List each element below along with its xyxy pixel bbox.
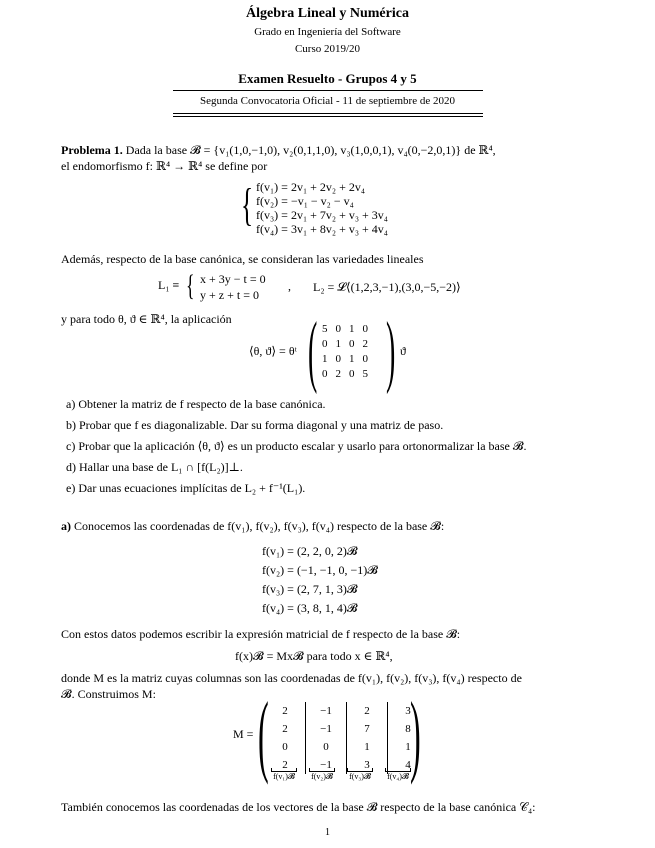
f-def-1: f(v₁) = 2v₁ + 2v₂ + 2v₄ <box>256 180 366 194</box>
solution-a-text: Conocemos las coordenadas de f(v₁), f(v₂), f(v₃), f(v₄) respecto de la base 𝓑: <box>74 519 445 533</box>
L1-label: L₁ ≡ <box>158 278 180 292</box>
solution-a-label: a) <box>61 519 71 533</box>
problem-intro-text: Dada la base 𝓑 = {v₁(1,0,−1,0), v₂(0,1,1,0), v₃(1,0,0,1), v₄(0,−2,0,1)} de ℝ⁴, <box>125 143 496 157</box>
matrix-M-row <box>265 720 428 738</box>
matrix-M-cell: 2 <box>282 759 288 771</box>
matrix-M-row <box>265 738 428 756</box>
matrix-M-cell: 4 <box>388 756 429 774</box>
column-label-text: f(v₄)𝓑 <box>387 772 409 781</box>
matrix-M-row <box>265 702 428 720</box>
application-rhs: ϑ <box>400 344 406 358</box>
where-line1: donde M es la matriz cuyas columnas son las coordenadas de f(v₁), f(v₂), f(v₃), f(v₄) respecto de <box>61 671 522 685</box>
application-matrix-cell: 0 <box>349 338 355 350</box>
application-matrix-row <box>318 337 372 352</box>
matrix-M-cell: 2 <box>282 723 288 735</box>
M-label: M = <box>233 727 254 741</box>
application-matrix-cell: 1 <box>335 338 341 350</box>
problem-label: Problema 1. <box>61 143 123 157</box>
matrix-M-cell: 2 <box>347 702 388 720</box>
application-matrix-cell: 2 <box>362 338 368 350</box>
coord-f-v1: f(v₁) = (2, 2, 0, 2)𝓑 <box>262 544 358 558</box>
solution-a-intro <box>61 518 601 534</box>
left-brace: { <box>241 179 254 230</box>
problem-intro-line1 <box>61 142 601 158</box>
f-def-3: f(v₃) = 2v₁ + 7v₂ + v₃ + 3v₄ <box>256 208 388 222</box>
application-matrix-cell: 0 <box>322 338 328 350</box>
exam-session: Segunda Convocatoria Oficial - 11 de septiembre de 2020 <box>200 95 455 107</box>
application-matrix-row <box>318 367 372 382</box>
application-matrix <box>318 322 372 382</box>
matrix-M-cell: −1 <box>306 720 347 738</box>
coord-f-v3: f(v₃) = (2, 7, 1, 3)𝓑 <box>262 582 358 596</box>
matrix-M-cell: 2 <box>282 705 288 717</box>
f-definition-system <box>256 180 388 236</box>
varieties-intro: Además, respecto de la base canónica, se consideran las variedades lineales <box>61 252 424 266</box>
document-title: Álgebra Lineal y Numérica <box>246 6 409 21</box>
question-e: e) Dar unas ecuaciones implícitas de L₂ + f⁻¹(L₁). <box>66 481 306 495</box>
column-label <box>379 768 417 782</box>
matrix-M-cell: 0 <box>282 741 288 753</box>
application-matrix-row <box>318 352 372 367</box>
application-matrix-cell: 5 <box>362 368 368 380</box>
matrix-M-cell: −1 <box>306 756 347 774</box>
final-sentence: También conocemos las coordenadas de los vectores de la base 𝓑 respecto de la base canónica 𝒞₄: <box>61 800 536 814</box>
application-matrix-cell: 1 <box>349 353 355 365</box>
application-matrix-cell: 0 <box>335 353 341 365</box>
column-label-text: f(v₃)𝓑 <box>349 772 371 781</box>
exam-title: Examen Resuelto - Grupos 4 y 5 <box>238 71 417 86</box>
coord-f-v2: f(v₂) = (−1, −1, 0, −1)𝓑 <box>262 563 378 577</box>
matrix-paren-left: ( <box>308 307 318 395</box>
course-year: Curso 2019/20 <box>294 43 361 55</box>
L1-brace: { <box>186 269 195 302</box>
question-d: d) Hallar una base de L₁ ∩ [f(L₂)]⊥. <box>66 460 243 474</box>
coord-f-v4: f(v₄) = (3, 8, 1, 4)𝓑 <box>262 601 358 615</box>
application-lhs: ⟨θ, ϑ⟩ = θᵗ <box>249 344 297 358</box>
matrix-M-cell: 8 <box>388 720 429 738</box>
separator-comma: , <box>288 279 291 293</box>
application-matrix-row <box>318 322 372 337</box>
matrix-M-cell: 0 <box>306 738 347 756</box>
application-matrix-cell: 1 <box>349 323 355 335</box>
application-matrix-cell: 0 <box>362 353 368 365</box>
question-a: a) Obtener la matriz de f respecto de la base canónica. <box>66 397 326 411</box>
problem-intro-line2: el endomorfismo f: ℝ⁴ → ℝ⁴ se define por <box>61 159 268 173</box>
header-rule-bottom-double <box>173 116 483 117</box>
matrix-expression: f(x)𝓑 = Mx𝓑 para todo x ∈ ℝ⁴, <box>235 649 393 663</box>
f-def-4: f(v₄) = 3v₁ + 8v₂ + v₃ + 4v₄ <box>256 222 388 236</box>
question-list <box>66 394 526 499</box>
application-matrix-cell: 2 <box>335 368 341 380</box>
matrix-M-cell: 3 <box>347 756 388 774</box>
L1-eq-1: x + 3y − t = 0 <box>200 272 266 286</box>
matrix-expression-intro: Con estos datos podemos escribir la expresión matricial de f respecto de la base 𝓑: <box>61 627 461 641</box>
application-matrix-cell: 5 <box>322 323 328 335</box>
application-matrix-cell: 1 <box>322 353 328 365</box>
column-label <box>265 768 303 782</box>
page-number: 1 <box>325 827 330 838</box>
application-intro: y para todo θ, ϑ ∈ ℝ⁴, la aplicación <box>61 312 232 326</box>
application-matrix-cell: 0 <box>362 323 368 335</box>
L1-system <box>200 272 266 302</box>
matrix-M-cell: 7 <box>347 720 388 738</box>
coordinates-list <box>262 542 378 618</box>
M-paren-left: ( <box>258 683 269 785</box>
question-b: b) Probar que f es diagonalizable. Dar su forma diagonal y una matriz de paso. <box>66 418 444 432</box>
matrix-M-cell: 1 <box>347 738 388 756</box>
question-c: c) Probar que la aplicación ⟨θ, ϑ⟩ es un producto escalar y usarlo para ortonormalizar la base 𝓑. <box>66 439 527 453</box>
column-label <box>303 768 341 782</box>
column-label <box>341 768 379 782</box>
matrix-M-cell: −1 <box>306 702 347 720</box>
degree-name: Grado en Ingeniería del Software <box>254 26 401 38</box>
f-def-2: f(v₂) = −v₁ − v₂ − v₄ <box>256 194 354 208</box>
application-matrix-cell: 0 <box>349 368 355 380</box>
M-paren-right: ) <box>410 683 421 785</box>
matrix-M-cell: 3 <box>388 702 429 720</box>
application-matrix-cell: 0 <box>322 368 328 380</box>
where-line2: 𝓑. Construimos M: <box>61 687 156 701</box>
header-rule-top <box>173 90 483 91</box>
application-matrix-cell: 0 <box>335 323 341 335</box>
matrix-M-cell: 1 <box>388 738 429 756</box>
header-rule-bottom <box>173 113 483 114</box>
matrix-M <box>265 702 428 774</box>
column-label-text: f(v₁)𝓑 <box>273 772 295 781</box>
column-label-text: f(v₂)𝓑 <box>311 772 333 781</box>
L1-eq-2: y + z + t = 0 <box>200 288 259 302</box>
matrix-paren-right: ) <box>386 307 396 395</box>
L2-definition: L₂ = 𝓛⟨(1,2,3,−1),(3,0,−5,−2)⟩ <box>313 280 461 294</box>
